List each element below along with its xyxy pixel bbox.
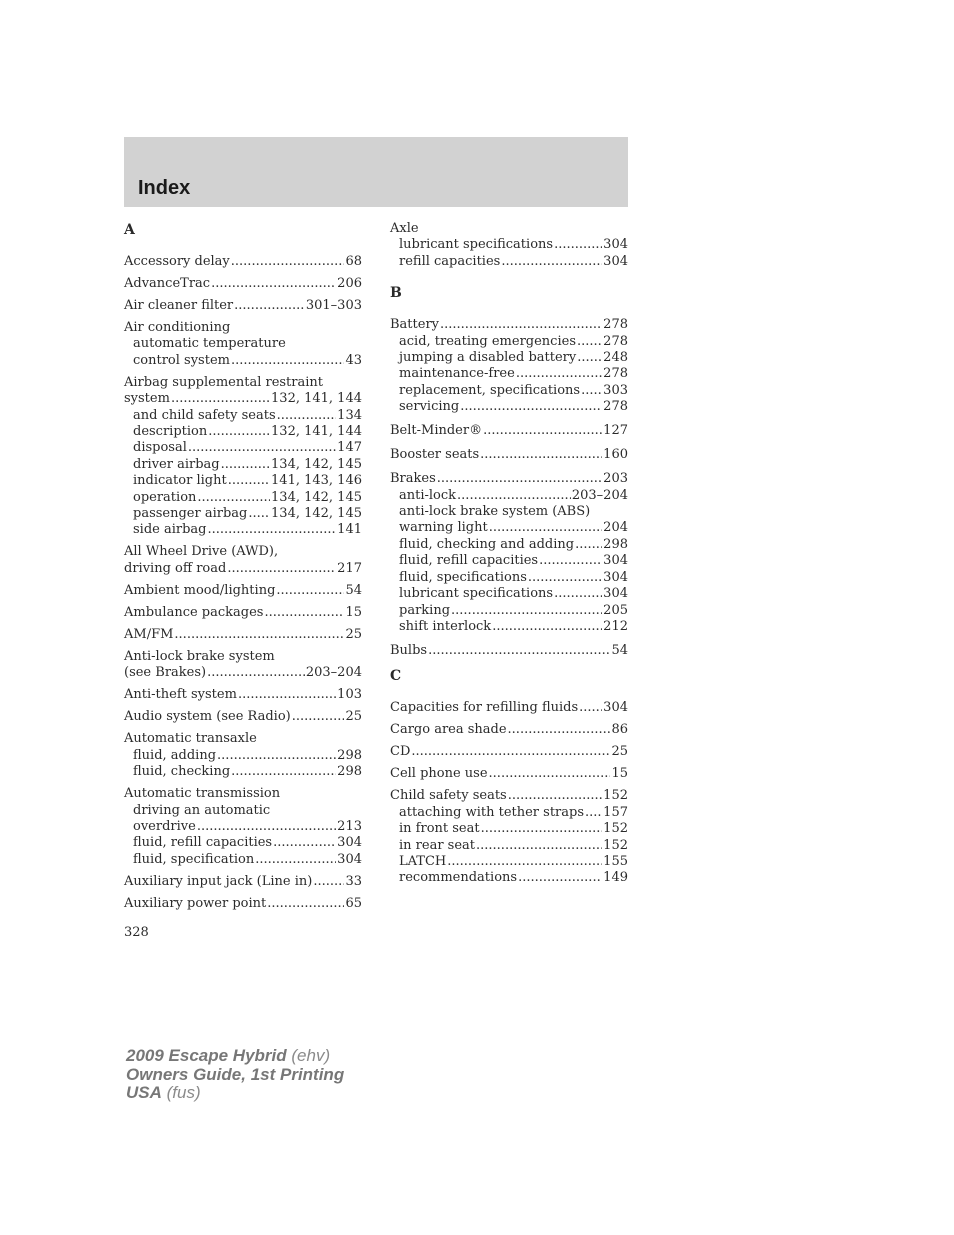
page-reference: 278 bbox=[603, 366, 628, 382]
index-subentry bbox=[124, 506, 362, 522]
index-subentry bbox=[124, 336, 362, 352]
index-subentry bbox=[124, 803, 362, 819]
index-column-left bbox=[124, 221, 362, 918]
index-term-line bbox=[124, 605, 362, 621]
page-reference: 278 bbox=[603, 399, 628, 415]
page-reference: 304 bbox=[337, 835, 362, 851]
index-term-line bbox=[124, 709, 362, 725]
page-reference: 141, 143, 146 bbox=[271, 473, 362, 489]
entry-label: in front seat bbox=[399, 821, 480, 837]
dot-leader bbox=[585, 805, 602, 821]
page-reference: 213 bbox=[337, 818, 362, 834]
footer-line bbox=[126, 1047, 344, 1066]
index-subentry bbox=[390, 383, 628, 399]
entry-label: indicator light bbox=[133, 473, 227, 489]
dot-leader bbox=[437, 471, 602, 487]
entry-axle bbox=[390, 221, 628, 270]
page-reference: 304 bbox=[603, 253, 628, 269]
index-entry bbox=[124, 709, 362, 725]
index-subentry bbox=[124, 490, 362, 506]
dot-leader bbox=[539, 553, 602, 569]
page-reference: 127 bbox=[603, 423, 628, 439]
index-subentry bbox=[390, 603, 628, 619]
entry-label: Auxiliary input jack (Line in) bbox=[124, 873, 313, 889]
dot-leader bbox=[207, 665, 305, 681]
index-subentry bbox=[124, 440, 362, 456]
entry-label: and child safety seats bbox=[133, 407, 276, 423]
dot-leader bbox=[577, 334, 602, 350]
index-subentry bbox=[390, 870, 628, 886]
index-term-line bbox=[390, 722, 628, 738]
footer-model: 2009 Escape Hybrid bbox=[126, 1046, 287, 1065]
index-entry bbox=[390, 744, 628, 760]
index-term-line bbox=[124, 298, 362, 314]
index-subentry bbox=[124, 835, 362, 851]
entry-label: Bulbs bbox=[390, 642, 428, 658]
entry-label: driving an automatic bbox=[133, 802, 271, 818]
entry-label: recommendations bbox=[399, 870, 518, 886]
page-reference: 54 bbox=[611, 642, 628, 658]
entry-label: attaching with tether straps bbox=[399, 804, 585, 820]
entry-label: Belt-Minder® bbox=[390, 423, 483, 439]
dot-leader bbox=[174, 627, 344, 643]
dot-leader bbox=[264, 605, 344, 621]
entry-label: Audio system (see Radio) bbox=[124, 709, 291, 725]
footer-market: USA bbox=[126, 1083, 162, 1102]
index-term-line bbox=[124, 544, 362, 560]
dot-leader bbox=[411, 744, 610, 760]
index-subentry bbox=[390, 504, 628, 520]
footer-guide: Owners Guide, 1st Printing bbox=[126, 1064, 345, 1084]
index-term-line bbox=[124, 896, 362, 912]
index-entry bbox=[124, 320, 362, 369]
entry-label: system bbox=[124, 391, 170, 407]
dot-leader bbox=[451, 603, 602, 619]
dot-leader bbox=[234, 298, 305, 314]
entry-label: Booster seats bbox=[390, 447, 480, 463]
entry-label: maintenance-free bbox=[399, 366, 515, 382]
dot-leader bbox=[217, 748, 336, 764]
dot-leader bbox=[231, 254, 345, 270]
page-reference: 206 bbox=[337, 276, 362, 291]
dot-leader bbox=[197, 490, 270, 506]
index-entry bbox=[124, 254, 362, 270]
index-term-line bbox=[390, 221, 628, 237]
index-term-line bbox=[124, 786, 362, 802]
page-reference: 33 bbox=[345, 873, 362, 889]
entry-label: replacement, specifications bbox=[399, 382, 581, 398]
dot-leader bbox=[575, 537, 602, 553]
index-subentry bbox=[390, 619, 628, 635]
index-term-line bbox=[124, 254, 362, 270]
page-reference: 304 bbox=[603, 553, 628, 569]
entry-label: (see Brakes) bbox=[124, 665, 207, 681]
entry-label: side airbag bbox=[133, 522, 207, 538]
entry-label: automatic temperature bbox=[133, 336, 286, 352]
dot-leader bbox=[313, 874, 344, 890]
index-entry bbox=[390, 766, 628, 782]
page-number: 328 bbox=[124, 925, 149, 940]
page-reference: 134, 142, 145 bbox=[271, 489, 362, 505]
page-reference: 134, 142, 145 bbox=[271, 506, 362, 522]
dot-leader bbox=[516, 366, 602, 382]
page-reference: 217 bbox=[337, 560, 362, 576]
index-term-line bbox=[124, 276, 362, 292]
page-reference: 278 bbox=[603, 333, 628, 349]
dot-leader bbox=[267, 896, 344, 912]
dot-leader bbox=[508, 722, 611, 738]
dot-leader bbox=[581, 383, 602, 399]
index-term-line bbox=[390, 643, 628, 659]
dot-leader bbox=[231, 353, 344, 369]
entry-label: AdvanceTrac bbox=[124, 276, 211, 291]
page-reference: 298 bbox=[337, 764, 362, 780]
index-entry bbox=[124, 544, 362, 577]
page-reference: 152 bbox=[603, 788, 628, 804]
page-reference: 248 bbox=[603, 350, 628, 366]
dot-leader bbox=[518, 870, 602, 886]
index-column-right bbox=[390, 221, 628, 892]
index-entry bbox=[124, 896, 362, 912]
dot-leader bbox=[528, 570, 602, 586]
entry-label: parking bbox=[399, 602, 451, 618]
index-subentry bbox=[390, 586, 628, 602]
footer-edition bbox=[126, 1047, 344, 1103]
page-reference: 147 bbox=[337, 440, 362, 456]
page-reference: 304 bbox=[603, 586, 628, 602]
dot-leader bbox=[208, 522, 337, 538]
index-term-line bbox=[124, 874, 362, 890]
index-subentry bbox=[124, 353, 362, 369]
page-reference: 157 bbox=[603, 804, 628, 820]
page-reference: 68 bbox=[345, 254, 362, 269]
index-subentry bbox=[390, 399, 628, 415]
dot-leader bbox=[501, 254, 602, 270]
dot-leader bbox=[489, 766, 611, 782]
dot-leader bbox=[554, 237, 602, 253]
index-term-line bbox=[390, 471, 628, 487]
entry-label: Airbag supplemental restraint bbox=[124, 374, 324, 390]
index-entry bbox=[124, 583, 362, 599]
index-subentry bbox=[390, 570, 628, 586]
page-reference: 204 bbox=[603, 520, 628, 536]
index-entry bbox=[124, 874, 362, 890]
index-subentry bbox=[124, 457, 362, 473]
dot-leader bbox=[227, 561, 336, 577]
page-reference: 298 bbox=[337, 747, 362, 763]
page-reference: 25 bbox=[611, 744, 628, 760]
dot-leader bbox=[460, 399, 602, 415]
dot-leader bbox=[554, 586, 602, 602]
dot-leader bbox=[188, 440, 336, 456]
entry-label: LATCH bbox=[399, 853, 447, 869]
entry-label: Battery bbox=[390, 317, 440, 333]
page-reference: 134 bbox=[337, 407, 362, 423]
index-subentry bbox=[124, 473, 362, 489]
entry-label: shift interlock bbox=[399, 618, 492, 634]
index-subentry bbox=[390, 854, 628, 870]
entries-b bbox=[390, 317, 628, 659]
page-reference: 152 bbox=[603, 837, 628, 853]
entry-label: in rear seat bbox=[399, 837, 476, 853]
index-term-line bbox=[124, 320, 362, 336]
entry-label: passenger airbag bbox=[133, 506, 248, 522]
page-reference: 304 bbox=[603, 237, 628, 253]
entry-label: AM/FM bbox=[124, 626, 174, 642]
index-header-band bbox=[124, 137, 628, 207]
index-subentry bbox=[390, 537, 628, 553]
footer-line bbox=[126, 1084, 344, 1103]
index-entry bbox=[124, 649, 362, 682]
entry-label: Cargo area shade bbox=[390, 722, 507, 738]
index-entry bbox=[390, 221, 628, 270]
entry-label: lubricant specifications bbox=[399, 586, 554, 602]
footer-line bbox=[126, 1066, 344, 1085]
entry-label: Axle bbox=[390, 221, 419, 236]
page-reference: 152 bbox=[603, 821, 628, 837]
index-term-line bbox=[124, 583, 362, 599]
page-reference: 132, 141, 144 bbox=[271, 391, 362, 407]
entry-label: Air conditioning bbox=[124, 320, 231, 335]
dot-leader bbox=[292, 709, 345, 725]
index-entry bbox=[124, 605, 362, 621]
entry-label: acid, treating emergencies bbox=[399, 333, 576, 349]
index-subentry bbox=[124, 522, 362, 538]
entry-label: fluid, refill capacities bbox=[133, 835, 273, 851]
entry-label: Automatic transaxle bbox=[124, 731, 257, 747]
index-subentry bbox=[124, 764, 362, 780]
index-subentry bbox=[390, 350, 628, 366]
entry-label: Automatic transmission bbox=[124, 786, 281, 802]
footer-model-code: (ehv) bbox=[291, 1046, 331, 1065]
dot-leader bbox=[211, 276, 336, 292]
footer-market-code: (fus) bbox=[166, 1083, 201, 1102]
dot-leader bbox=[440, 317, 602, 333]
page-reference: 155 bbox=[603, 853, 628, 869]
dot-leader bbox=[228, 473, 270, 489]
index-term-line bbox=[124, 561, 362, 577]
dot-leader bbox=[577, 350, 602, 366]
entry-label: lubricant specifications bbox=[399, 237, 554, 253]
dot-leader bbox=[208, 424, 270, 440]
dot-leader bbox=[171, 391, 270, 407]
entry-label: driving off road bbox=[124, 560, 227, 576]
index-subentry bbox=[390, 553, 628, 569]
entry-label: fluid, adding bbox=[133, 747, 217, 763]
page-reference: 203–204 bbox=[305, 665, 362, 681]
index-entry bbox=[124, 375, 362, 539]
index-entry bbox=[124, 687, 362, 703]
section-letter-c: C bbox=[390, 668, 402, 685]
page-reference: 304 bbox=[603, 569, 628, 585]
page-reference: 149 bbox=[603, 870, 628, 886]
page-reference: 15 bbox=[611, 766, 628, 782]
index-entry bbox=[124, 731, 362, 780]
dot-leader bbox=[481, 821, 603, 837]
entry-label: driver airbag bbox=[133, 456, 220, 472]
index-subentry bbox=[124, 819, 362, 835]
page-reference: 203 bbox=[603, 471, 628, 487]
entry-label: Anti-lock brake system bbox=[124, 648, 275, 664]
entry-label: operation bbox=[133, 489, 197, 505]
index-term-line bbox=[390, 423, 628, 439]
index-entry bbox=[124, 298, 362, 314]
page-reference: 15 bbox=[345, 604, 362, 620]
page-reference: 43 bbox=[345, 352, 362, 368]
index-term-line bbox=[124, 375, 362, 391]
index-subentry bbox=[390, 805, 628, 821]
dot-leader bbox=[457, 488, 571, 504]
entry-label: disposal bbox=[133, 440, 187, 456]
entry-label: CD bbox=[390, 744, 411, 760]
entry-label: Child safety seats bbox=[390, 788, 507, 804]
dot-leader bbox=[508, 788, 602, 804]
index-entry bbox=[390, 700, 628, 716]
dot-leader bbox=[428, 643, 610, 659]
dot-leader bbox=[221, 457, 270, 473]
entry-label: Brakes bbox=[390, 471, 436, 487]
dot-leader bbox=[197, 819, 336, 835]
page-reference: 141 bbox=[337, 522, 362, 538]
entry-label: Ambient mood/lighting bbox=[124, 582, 276, 598]
index-term-line bbox=[390, 700, 628, 716]
index-term-line bbox=[390, 766, 628, 782]
index-subentry bbox=[390, 488, 628, 504]
page-reference: 54 bbox=[345, 582, 362, 598]
entry-label: Accessory delay bbox=[124, 254, 230, 269]
page-title: Index bbox=[138, 177, 191, 199]
entry-label: fluid, specification bbox=[133, 851, 255, 867]
index-entry bbox=[390, 722, 628, 738]
index-entry bbox=[390, 423, 628, 439]
entry-label: Anti-theft system bbox=[124, 687, 237, 703]
entry-label: overdrive bbox=[133, 818, 196, 834]
page-reference: 304 bbox=[603, 700, 628, 716]
entry-label: Air cleaner filter bbox=[124, 298, 234, 313]
entries-a bbox=[124, 254, 362, 912]
page-reference: 103 bbox=[337, 687, 362, 703]
page-reference: 205 bbox=[603, 602, 628, 618]
index-term-line bbox=[124, 687, 362, 703]
index-term-line bbox=[124, 665, 362, 681]
section-letter-b: B bbox=[390, 285, 402, 302]
dot-leader bbox=[276, 583, 344, 599]
page-reference: 301–303 bbox=[305, 298, 362, 313]
entry-label: Auxiliary power point bbox=[124, 895, 267, 911]
entries-c bbox=[390, 700, 628, 886]
dot-leader bbox=[489, 520, 602, 536]
dot-leader bbox=[248, 506, 270, 522]
dot-leader bbox=[483, 423, 602, 439]
page-reference: 132, 141, 144 bbox=[271, 424, 362, 440]
index-subentry bbox=[390, 237, 628, 253]
page-reference: 298 bbox=[603, 536, 628, 552]
index-term-line bbox=[390, 744, 628, 760]
index-entry bbox=[124, 786, 362, 868]
entry-label: Ambulance packages bbox=[124, 604, 264, 620]
page-reference: 304 bbox=[337, 851, 362, 867]
page-reference: 303 bbox=[603, 382, 628, 398]
entry-label: fluid, checking and adding bbox=[399, 536, 575, 552]
page-reference: 134, 142, 145 bbox=[271, 456, 362, 472]
index-term-line bbox=[124, 649, 362, 665]
index-term-line bbox=[124, 627, 362, 643]
entry-label: anti-lock bbox=[399, 487, 457, 503]
page-reference: 65 bbox=[345, 895, 362, 911]
dot-leader bbox=[255, 852, 336, 868]
index-subentry bbox=[124, 408, 362, 424]
entry-label: refill capacities bbox=[399, 253, 501, 269]
index-entry bbox=[390, 788, 628, 886]
dot-leader bbox=[480, 447, 602, 463]
index-subentry bbox=[390, 366, 628, 382]
page-reference: 203–204 bbox=[571, 487, 628, 503]
entry-label: servicing bbox=[399, 399, 460, 415]
index-term-line bbox=[124, 731, 362, 747]
index-entry bbox=[124, 627, 362, 643]
dot-leader bbox=[447, 854, 602, 870]
section-letter-a: A bbox=[124, 222, 135, 238]
page-reference: 278 bbox=[603, 317, 628, 333]
index-entry bbox=[390, 643, 628, 659]
entry-label: Cell phone use bbox=[390, 766, 488, 782]
dot-leader bbox=[273, 835, 336, 851]
dot-leader bbox=[579, 700, 602, 716]
dot-leader bbox=[277, 408, 337, 424]
entry-label: fluid, specifications bbox=[399, 569, 527, 585]
index-entry bbox=[124, 276, 362, 292]
index-subentry bbox=[390, 254, 628, 270]
entry-label: fluid, checking bbox=[133, 764, 231, 780]
index-term-line bbox=[390, 447, 628, 463]
index-subentry bbox=[390, 838, 628, 854]
index-subentry bbox=[124, 852, 362, 868]
dot-leader bbox=[476, 838, 602, 854]
page-reference: 160 bbox=[603, 447, 628, 463]
index-subentry bbox=[390, 821, 628, 837]
entry-label: fluid, refill capacities bbox=[399, 553, 539, 569]
dot-leader bbox=[238, 687, 336, 703]
entry-label: jumping a disabled battery bbox=[399, 350, 577, 366]
index-entry bbox=[390, 317, 628, 415]
page-reference: 212 bbox=[603, 618, 628, 634]
index-subentry bbox=[390, 520, 628, 536]
entry-label: anti-lock brake system (ABS) bbox=[399, 504, 591, 520]
index-subentry bbox=[124, 424, 362, 440]
dot-leader bbox=[492, 619, 602, 635]
dot-leader bbox=[231, 764, 336, 780]
entry-label: All Wheel Drive (AWD), bbox=[124, 544, 279, 560]
page-reference: 25 bbox=[345, 626, 362, 642]
entry-label: warning light bbox=[399, 520, 488, 536]
index-term-line bbox=[124, 391, 362, 407]
index-subentry bbox=[390, 334, 628, 350]
entry-label: description bbox=[133, 424, 208, 440]
page-reference: 25 bbox=[345, 709, 362, 725]
entry-label: Capacities for refilling fluids bbox=[390, 700, 579, 716]
index-subentry bbox=[124, 748, 362, 764]
page-reference: 86 bbox=[611, 722, 628, 738]
index-term-line bbox=[390, 788, 628, 804]
index-term-line bbox=[390, 317, 628, 333]
entry-label: control system bbox=[133, 352, 230, 368]
index-entry bbox=[390, 471, 628, 635]
index-entry bbox=[390, 447, 628, 463]
